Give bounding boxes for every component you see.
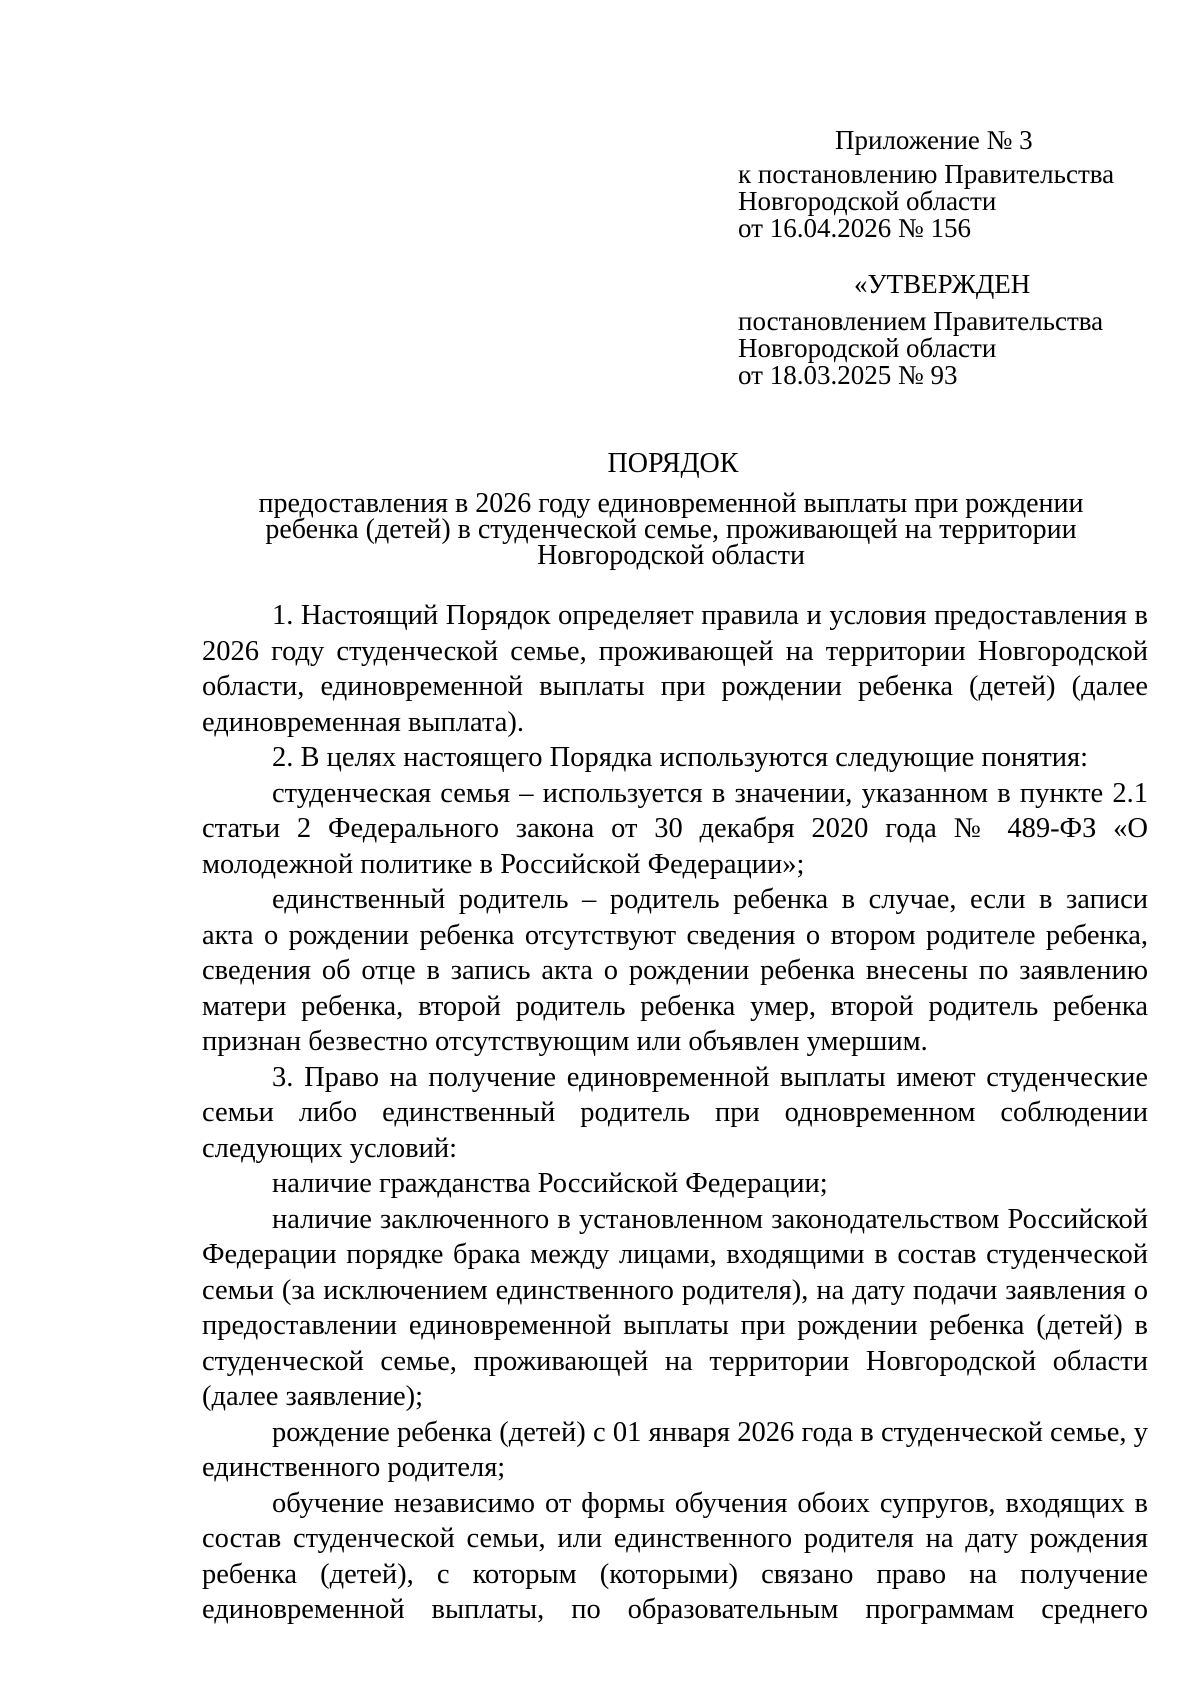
paragraph-1: 1. Настоящий Порядок определяет правила и условия предоставления в 2026 году студенческой семье, проживающей на территории Новгородской области, единовременной выплаты при рождении ребенка (детей) (далее единовременная выплата). — [202, 600, 1148, 738]
document-body — [202, 598, 1148, 1628]
document-subtitle-line-3: Новгородской области — [537, 540, 805, 571]
paragraph-3: 3. Право на получение единовременной выплаты имеют студенческие семьи либо единственный родитель при одновременном соблюдении следующих условий: — [202, 1061, 1148, 1164]
paragraph-definition-student-family: студенческая семья – используется в значении, указанном в пункте 2.1 статьи 2 Федерального закона от 30 декабря 2020 года № 489-ФЗ «О молодежной политике в Российской Федерации»; — [202, 777, 1148, 880]
decree-reference-line-2: Новгородской области — [738, 186, 997, 216]
paragraph-2: 2. В целях настоящего Порядка используются следующие понятия: — [272, 742, 1089, 773]
approved-label: «УТВЕРЖДЕН — [854, 269, 1031, 299]
decree-reference-line-1: к постановлению Правительства — [738, 159, 1115, 189]
decree-reference-line-3: от 16.04.2026 № 156 — [738, 213, 971, 243]
document-subtitle-line-1: предоставления в 2026 году единовременной выплаты при рождении — [258, 488, 1084, 519]
document-title: ПОРЯДОК — [607, 448, 739, 479]
appendix-label: Приложение № 3 — [835, 125, 1033, 155]
approved-reference-line-2: Новгородской области — [738, 333, 997, 363]
condition-education: обучение независимо от формы обучения обоих супругов, входящих в состав студенческой семьи, или единственного родителя на дату рождения ребенка (детей), с которым (которыми) связано право на получение единовременной выплаты, по образовательным программам среднего — [202, 1487, 1148, 1625]
condition-citizenship: наличие гражданства Российской Федерации; — [272, 1168, 828, 1199]
approved-reference-line-1: постановлением Правительства — [738, 306, 1104, 336]
document-subtitle-line-2: ребенка (детей) в студенческой семье, проживающей на территории — [265, 514, 1077, 545]
paragraph-definition-single-parent: единственный родитель – родитель ребенка в случае, если в записи акта о рождении ребенка отсутствуют сведения о втором родителе ребенка, сведения об отце в запись акта о рождении ребенка внесены по заявлению матери ребенка, второй родитель ребенка умер, второй родитель ребенка признан безвестно отсутствующим или объявлен умершим. — [202, 884, 1148, 1057]
condition-marriage: наличие заключенного в установленном законодательством Российской Федерации порядке брака между лицами, входящими в состав студенческой семьи (за исключением единственного родителя), на дату подачи заявления о предоставлении единовременной выплаты при рождении ребенка (детей) в студенческой семье, проживающей на территории Новгородской области (далее заявление); — [202, 1203, 1148, 1412]
condition-birth: рождение ребенка (детей) с 01 января 2026 года в студенческой семье, у единственного родителя; — [202, 1416, 1148, 1483]
approved-reference-line-3: от 18.03.2025 № 93 — [738, 360, 958, 390]
